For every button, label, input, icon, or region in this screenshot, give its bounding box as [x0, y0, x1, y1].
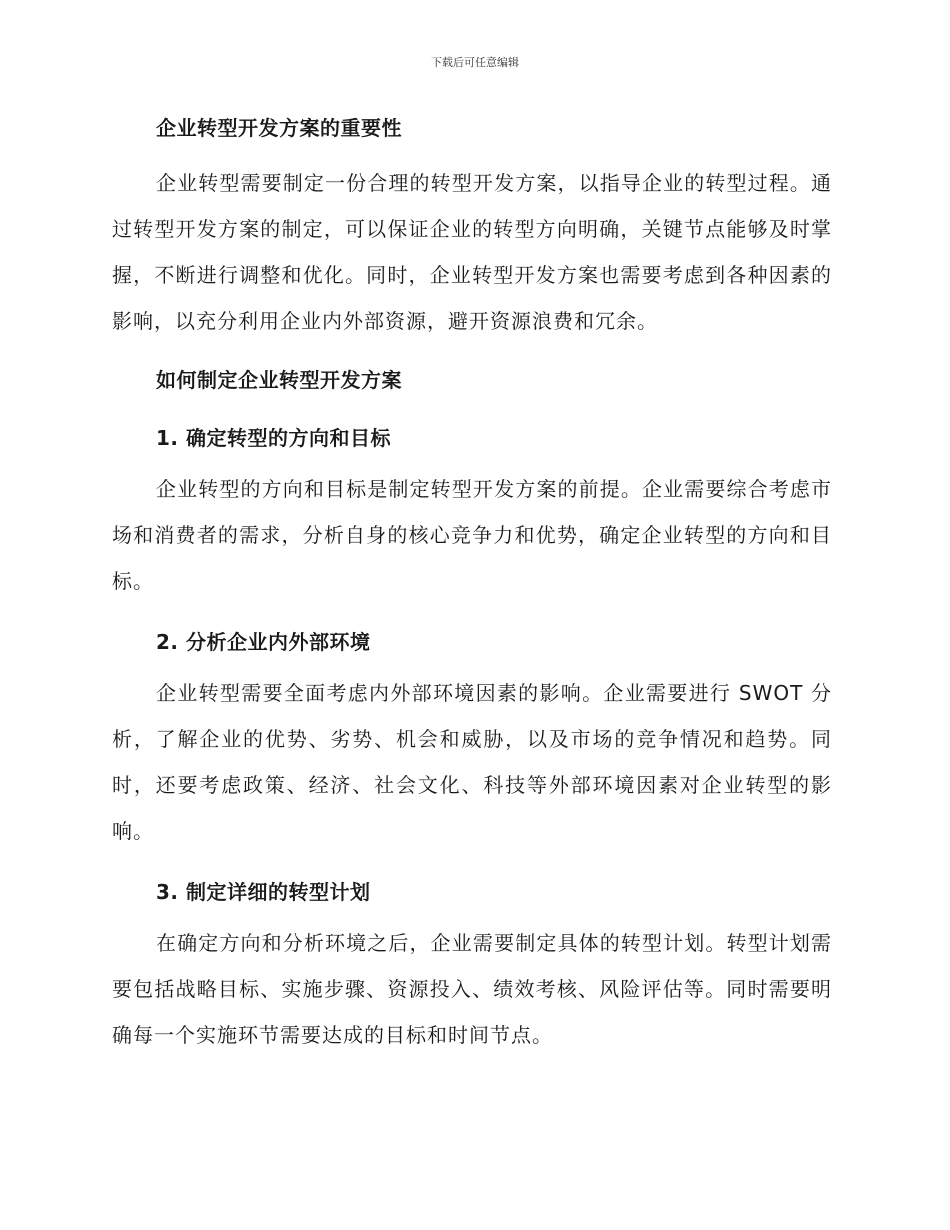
page-header: 下载后可任意编辑 — [431, 56, 519, 69]
section-title-how-to: 如何制定企业转型开发方案 — [156, 368, 402, 392]
step-title-direction: 1. 确定转型的方向和目标 — [156, 426, 391, 450]
paragraph-direction: 企业转型的方向和目标是制定转型开发方案的前提。企业需要综合考虑市场和消费者的需求，分析自身的核心竞争力和优势，确定企业转型的方向和目标。 — [112, 477, 832, 593]
paragraph-importance: 企业转型需要制定一份合理的转型开发方案，以指导企业的转型过程。通过转型开发方案的制定，可以保证企业的转型方向明确，关键节点能够及时掌握，不断进行调整和优化。同时，企业转型开发方案也需要考虑到各种因素的影响，以充分利用企业内外部资源，避开资源浪费和冗余。 — [112, 171, 832, 333]
paragraph-environment: 企业转型需要全面考虑内外部环境因素的影响。企业需要进行 SWOT 分析，了解企业的优势、劣势、机会和威胁，以及市场的竞争情况和趋势。同时，还要考虑政策、经济、社会文化、科技等外部环境因素对企业转型的影响。 — [112, 681, 832, 843]
document-body — [112, 112, 832, 1058]
section-title-importance: 企业转型开发方案的重要性 — [156, 116, 402, 140]
step-title-plan: 3. 制定详细的转型计划 — [156, 880, 371, 904]
step-title-environment: 2. 分析企业内外部环境 — [156, 630, 371, 654]
paragraph-plan: 在确定方向和分析环境之后，企业需要制定具体的转型计划。转型计划需要包括战略目标、实施步骤、资源投入、绩效考核、风险评估等。同时需要明确每一个实施环节需要达成的目标和时间节点。 — [112, 931, 832, 1047]
